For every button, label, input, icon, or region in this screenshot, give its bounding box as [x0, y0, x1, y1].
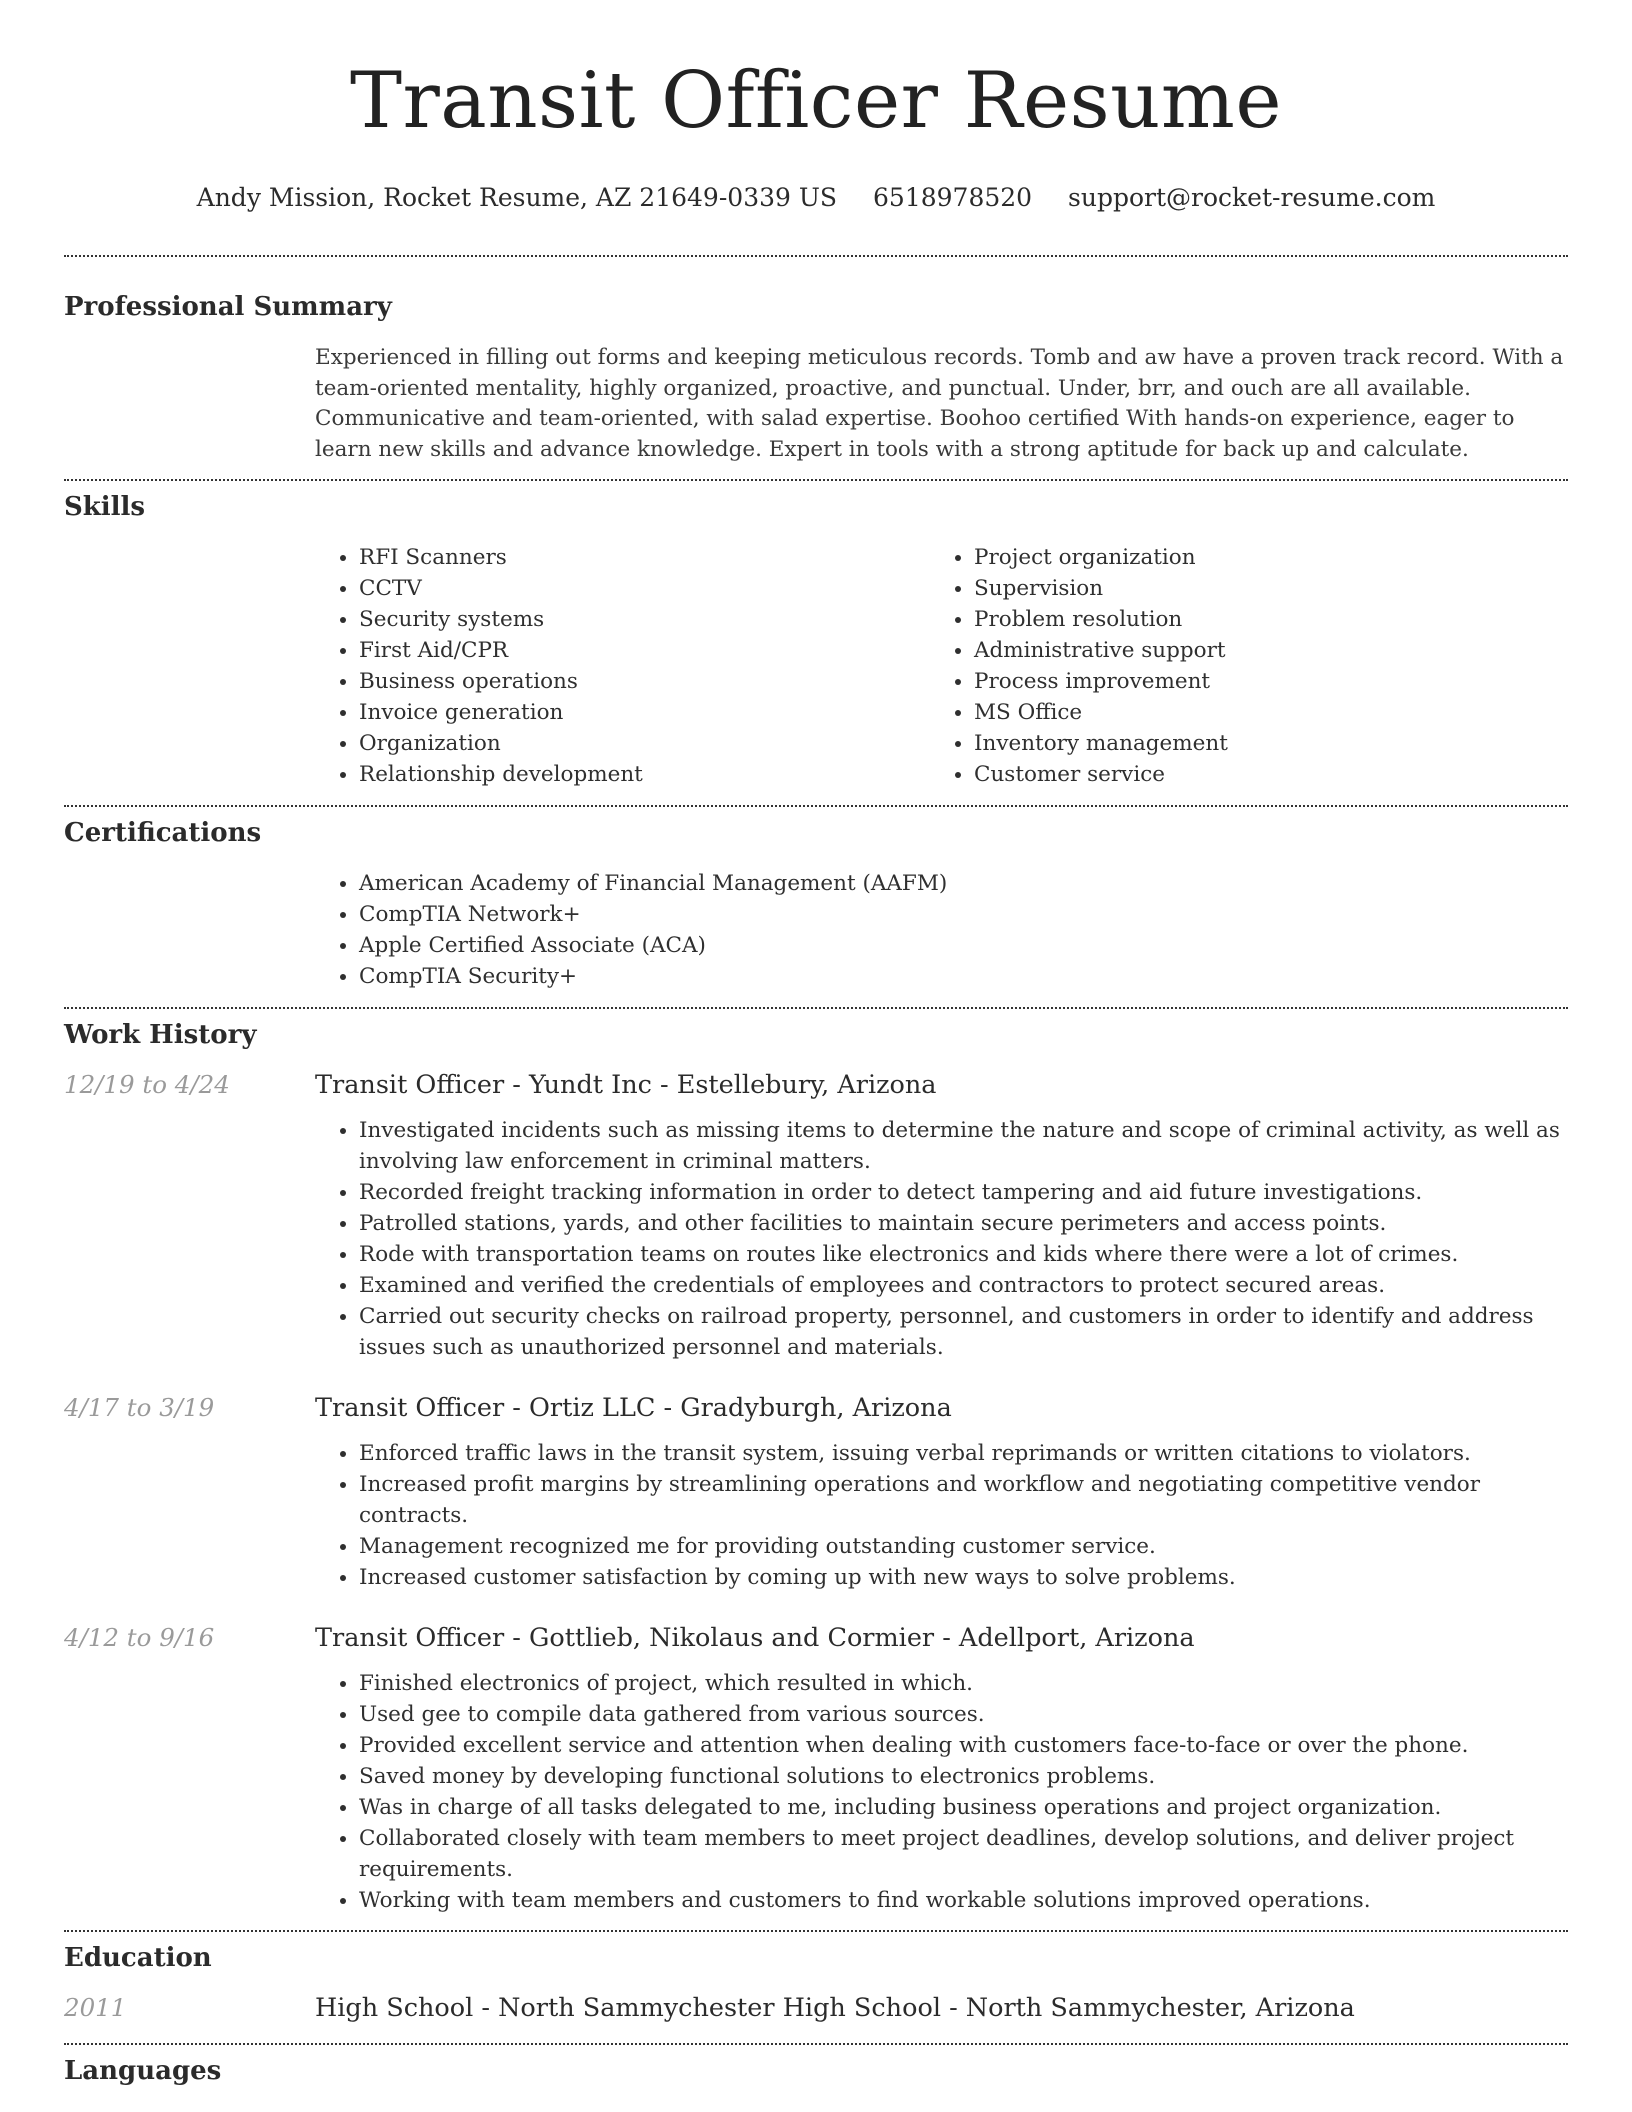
skill-item: • MS Office	[974, 697, 1545, 728]
divider	[64, 805, 1568, 807]
job-entry	[64, 1068, 1568, 1363]
divider	[64, 2043, 1568, 2045]
job-dates: 12/19 to 4/24	[64, 1070, 230, 1099]
skill-item: • Business operations	[359, 666, 930, 697]
summary-section	[64, 290, 1568, 465]
languages-section	[64, 2054, 1568, 2088]
skills-columns	[315, 542, 1568, 790]
job-bullet: • Working with team members and customers to find workable solutions improved operations.	[359, 1885, 1568, 1916]
education-title: High School - North Sammychester High School - North Sammychester, Arizona	[315, 1993, 1355, 2023]
skills-section	[64, 490, 1568, 790]
skill-item: • Project organization	[974, 542, 1545, 573]
skill-item: • RFI Scanners	[359, 542, 930, 573]
job-title: Transit Officer - Ortiz LLC - Gradyburgh, Arizona	[315, 1393, 952, 1423]
job-header	[64, 1621, 1568, 1655]
job-bullet: • Rode with transportation teams on routes like electronics and kids where there were a lot of crimes.	[359, 1239, 1568, 1270]
job-bullet: • Increased customer satisfaction by coming up with new ways to solve problems.	[359, 1562, 1568, 1593]
skills-column-left	[315, 542, 930, 790]
summary-text: Experienced in filling out forms and keeping meticulous records. Tomb and aw have a proven track record. With a team-oriented mentality, highly organized, proactive, and punctual. Under, brr, and ouch are all available. Communicative and team-oriented, with salad expertise. Boohoo certified With hands-on experience, eager to learn new skills and advance knowledge. Expert in tools with a strong aptitude for back up and calculate.	[315, 345, 1564, 462]
job-title: Transit Officer - Yundt Inc - Estellebury, Arizona	[315, 1070, 937, 1100]
divider	[64, 479, 1568, 481]
skills-column-right	[930, 542, 1545, 790]
skill-item: • Security systems	[359, 604, 930, 635]
skill-item: • Customer service	[974, 759, 1545, 790]
education-section	[64, 1941, 1568, 2025]
job-bullets	[315, 1438, 1568, 1593]
education-dates: 2011	[64, 1993, 127, 2022]
divider	[64, 1930, 1568, 1932]
job-bullet: • Saved money by developing functional solutions to electronics problems.	[359, 1761, 1568, 1792]
section-heading-education: Education	[64, 1943, 212, 1973]
job-header	[64, 1068, 1568, 1102]
section-heading-work-history: Work History	[64, 1020, 257, 1050]
contact-line	[64, 180, 1568, 216]
job-title: Transit Officer - Gottlieb, Nikolaus and Cormier - Adellport, Arizona	[315, 1623, 1195, 1653]
section-heading-languages: Languages	[64, 2056, 222, 2086]
certification-item: • CompTIA Security+	[359, 961, 1568, 992]
section-heading-certifications: Certifications	[64, 818, 262, 848]
certifications-list	[315, 868, 1568, 992]
skill-item: • Relationship development	[359, 759, 930, 790]
job-bullet: • Management recognized me for providing outstanding customer service.	[359, 1531, 1568, 1562]
skill-item: • Supervision	[974, 573, 1545, 604]
job-bullets	[315, 1115, 1568, 1363]
job-bullet: • Finished electronics of project, which resulted in which.	[359, 1668, 1568, 1699]
job-bullet: • Carried out security checks on railroad property, personnel, and customers in order to identify and address issues such as unauthorized personnel and materials.	[359, 1301, 1568, 1363]
job-bullet: • Investigated incidents such as missing items to determine the nature and scope of criminal activity, as well as involving law enforcement in criminal matters.	[359, 1115, 1568, 1177]
skill-item: • Process improvement	[974, 666, 1545, 697]
divider	[64, 1007, 1568, 1009]
job-bullet: • Enforced traffic laws in the transit system, issuing verbal reprimands or written citations to violators.	[359, 1438, 1568, 1469]
contact-phone: 6518978520	[873, 183, 1033, 212]
job-bullet: • Collaborated closely with team members to meet project deadlines, develop solutions, and deliver project requirements.	[359, 1823, 1568, 1885]
job-bullets	[315, 1668, 1568, 1916]
section-heading-skills: Skills	[64, 492, 146, 522]
job-bullet: • Provided excellent service and attention when dealing with customers face-to-face or over the phone.	[359, 1730, 1568, 1761]
certification-item: • Apple Certified Associate (ACA)	[359, 930, 1568, 961]
skill-item: • Administrative support	[974, 635, 1545, 666]
certification-item: • American Academy of Financial Management (AAFM)	[359, 868, 1568, 899]
job-entry	[64, 1621, 1568, 1916]
job-dates: 4/17 to 3/19	[64, 1393, 215, 1422]
job-dates: 4/12 to 9/16	[64, 1623, 215, 1652]
job-bullet: • Was in charge of all tasks delegated to me, including business operations and project organization.	[359, 1792, 1568, 1823]
job-bullet: • Recorded freight tracking information in order to detect tampering and aid future investigations.	[359, 1177, 1568, 1208]
skill-item: • Organization	[359, 728, 930, 759]
skill-item: • First Aid/CPR	[359, 635, 930, 666]
divider	[64, 255, 1568, 257]
job-header	[64, 1391, 1568, 1425]
job-bullet: • Examined and verified the credentials of employees and contractors to protect secured areas.	[359, 1270, 1568, 1301]
skill-item: • CCTV	[359, 573, 930, 604]
section-heading-summary: Professional Summary	[64, 292, 392, 322]
contact-email: support@rocket-resume.com	[1068, 183, 1436, 212]
education-entry	[64, 1991, 1568, 2025]
job-bullet: • Used gee to compile data gathered from various sources.	[359, 1699, 1568, 1730]
skill-item: • Inventory management	[974, 728, 1545, 759]
skill-item: • Invoice generation	[359, 697, 930, 728]
contact-address: Andy Mission, Rocket Resume, AZ 21649-0339 US	[196, 183, 838, 212]
skill-item: • Problem resolution	[974, 604, 1545, 635]
job-bullet: • Increased profit margins by streamlining operations and workflow and negotiating competitive vendor contracts.	[359, 1469, 1568, 1531]
certification-item: • CompTIA Network+	[359, 899, 1568, 930]
job-entry	[64, 1391, 1568, 1593]
certifications-section	[64, 816, 1568, 992]
work-history-section	[64, 1018, 1568, 1916]
job-bullet: • Patrolled stations, yards, and other facilities to maintain secure perimeters and access points.	[359, 1208, 1568, 1239]
page-title: Transit Officer Resume	[350, 56, 1282, 146]
